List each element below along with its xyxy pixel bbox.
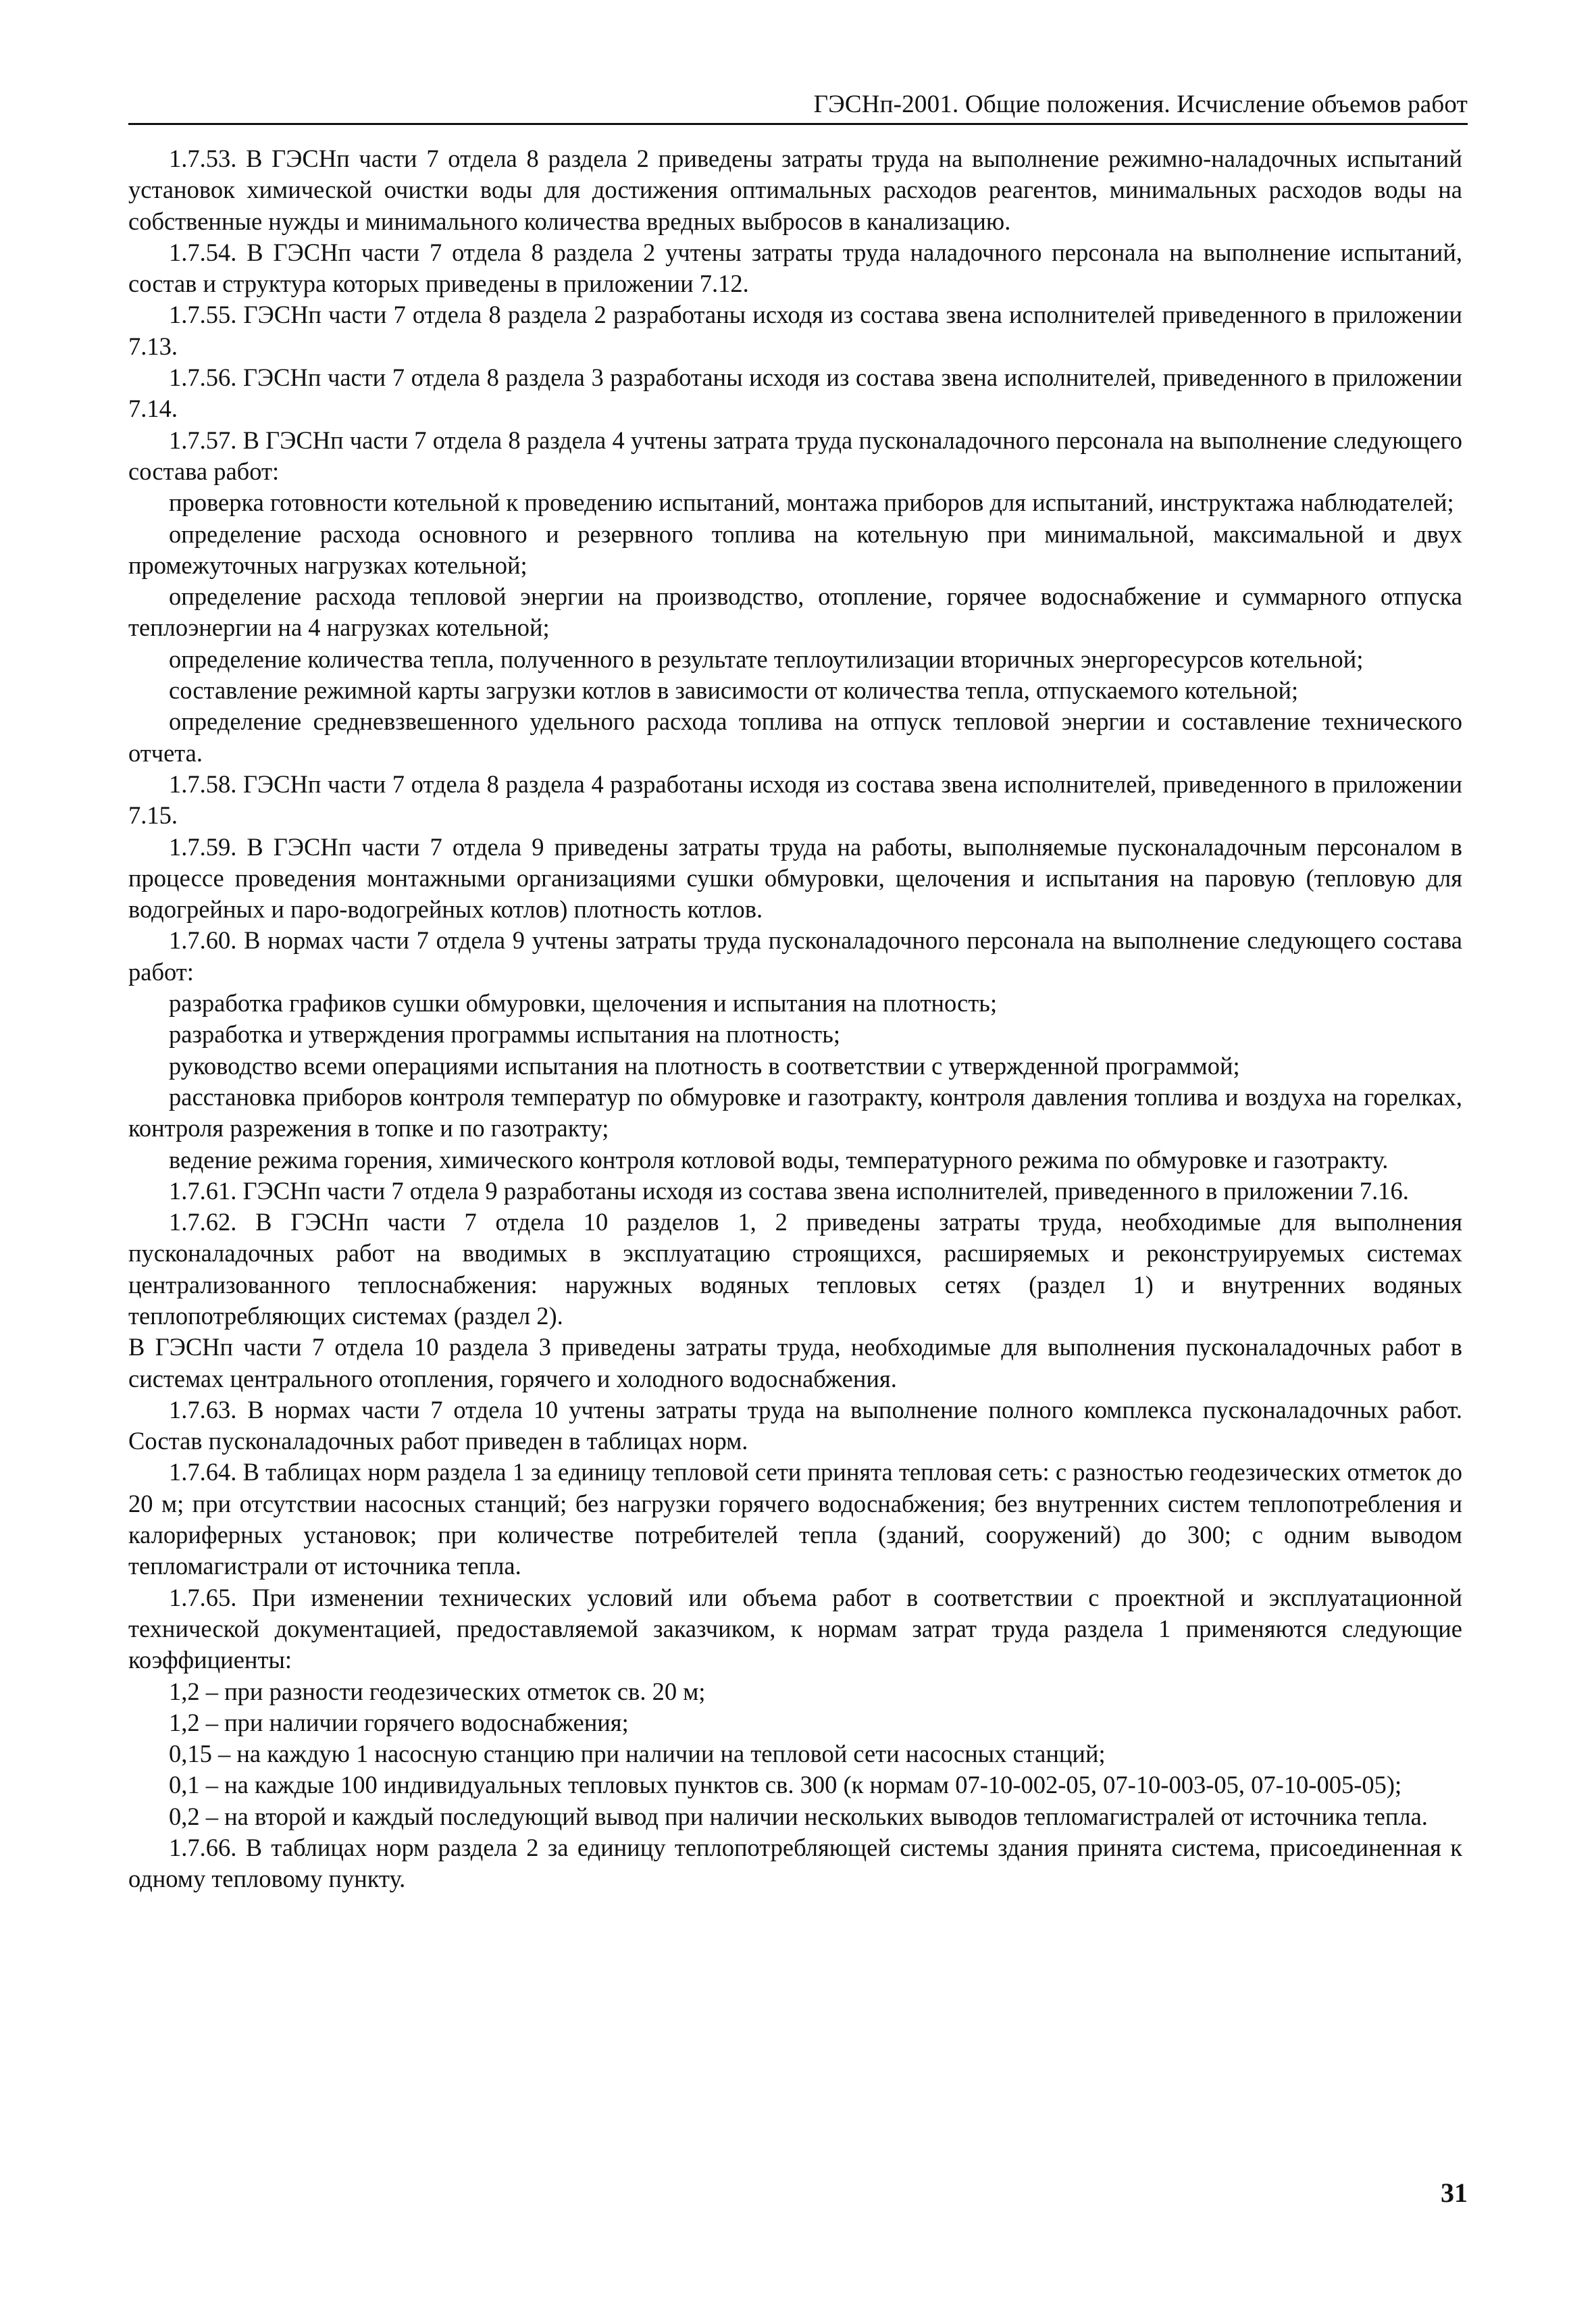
paragraph-1-7-56: 1.7.56. ГЭСНп части 7 отдела 8 раздела 3 разработаны исходя из состава звена исполнителей, приведенного в приложении 7.14.: [128, 363, 1462, 423]
list-item: определение расхода основного и резервного топлива на котельную при минимальной, максимальной и двух промежуточных нагрузках котельной;: [128, 520, 1462, 579]
paragraph-1-7-60: 1.7.60. В нормах части 7 отдела 9 учтены затраты труда пусконаладочного персонала на выполнение следующего состава работ:: [128, 926, 1462, 986]
paragraph-1-7-61: 1.7.61. ГЭСНп части 7 отдела 9 разработаны исходя из состава звена исполнителей, приведенного в приложении 7.16.: [169, 1176, 1409, 1205]
list-item: определение средневзвешенного удельного расхода топлива на отпуск тепловой энергии и составление технического отчета.: [128, 707, 1462, 767]
list-item: 1,2 – при наличии горячего водоснабжения;: [169, 1708, 629, 1736]
paragraph-1-7-54: 1.7.54. В ГЭСНп части 7 отдела 8 раздела 2 учтены затраты труда наладочного персонала на выполнение испытаний, состав и структура которых приведены в приложении 7.12.: [128, 238, 1462, 298]
list-item: определение количества тепла, полученного в результате теплоутилизации вторичных энергоресурсов котельной;: [169, 645, 1364, 673]
document-body: [128, 143, 1462, 1895]
list-item: проверка готовности котельной к проведению испытаний, монтажа приборов для испытаний, инструктажа наблюдателей;: [169, 488, 1454, 517]
list-item: расстановка приборов контроля температур по обмуровке и газотракту, контроля давления топлива и воздуха на горелках, контроля разрежения в топке и по газотракту;: [128, 1082, 1462, 1142]
list-item: 1,2 – при разности геодезических отметок св. 20 м;: [169, 1677, 706, 1705]
list-item: разработка графиков сушки обмуровки, щелочения и испытания на плотность;: [169, 989, 998, 1017]
paragraph-1-7-58: 1.7.58. ГЭСНп части 7 отдела 8 раздела 4 разработаны исходя из состава звена исполнителей, приведенного в приложении 7.15.: [128, 770, 1462, 830]
list-item: 0,1 – на каждые 100 индивидуальных тепловых пунктов св. 300 (к нормам 07-10-002-05, 07-10-003-05, 07-10-005-05);: [169, 1771, 1402, 1799]
paragraph-1-7-66: 1.7.66. В таблицах норм раздела 2 за единицу теплопотребляющей системы здания принята система, присоединенная к одному тепловому пункту.: [128, 1834, 1462, 1893]
paragraph-1-7-57: 1.7.57. В ГЭСНп части 7 отдела 8 раздела 4 учтены затрата труда пусконаладочного персонала на выполнение следующего состава работ:: [128, 426, 1462, 485]
paragraph-1-7-53: 1.7.53. В ГЭСНп части 7 отдела 8 раздела 2 приведены затраты труда на выполнение режимно-наладочных испытаний установок химической очистки воды для достижения оптимальных расходов реагентов, минимальных расходов воды на собственные нужды и минимального количества вредных выбросов в канализацию.: [128, 145, 1462, 235]
list-item: 0,2 – на второй и каждый последующий вывод при наличии нескольких выводов тепломагистралей от источника тепла.: [169, 1802, 1428, 1830]
list-item: составление режимной карты загрузки котлов в зависимости от количества тепла, отпускаемого котельной;: [169, 676, 1299, 705]
list-item: определение расхода тепловой энергии на производство, отопление, горячее водоснабжение и суммарного отпуска теплоэнергии на 4 нагрузках котельной;: [128, 582, 1462, 642]
list-item: ведение режима горения, химического контроля котловой воды, температурного режима по обмуровке и газотракту.: [169, 1145, 1389, 1174]
list-item: разработка и утверждения программы испытания на плотность;: [169, 1020, 841, 1049]
page-header: [128, 81, 1468, 125]
list-item: 0,15 – на каждую 1 насосную станцию при наличии на тепловой сети насосных станций;: [169, 1740, 1106, 1768]
paragraph-1-7-59: 1.7.59. В ГЭСНп части 7 отдела 9 приведены затраты труда на работы, выполняемые пусконаладочным персоналом в процессе проведения монтажными организациями сушки обмуровки, щелочения и испытания на паровую (тепловую для водогрейных и паро-водогрейных котлов) плотность котлов.: [128, 832, 1462, 924]
header-title: ГЭСНп-2001. Общие положения. Исчисление объемов работ: [813, 91, 1468, 118]
paragraph-1-7-63: 1.7.63. В нормах части 7 отдела 10 учтены затраты труда на выполнение полного комплекса пусконаладочных работ. Состав пусконаладочных работ приведен в таблицах норм.: [128, 1395, 1462, 1455]
paragraph-1-7-64: 1.7.64. В таблицах норм раздела 1 за единицу тепловой сети принята тепловая сеть: с разностью геодезических отметок до 20 м; при отсутствии насосных станций; без нагрузки горячего водоснабжения; без внутренних систем теплопотребления и калориферных установок; при количестве потребителей тепла (зданий, сооружений) до 300; с одним выводом тепломагистрали от источника тепла.: [128, 1458, 1462, 1580]
page-number: 31: [1441, 2178, 1468, 2208]
list-item: руководство всеми операциями испытания на плотность в соответствии с утвержденной программой;: [169, 1051, 1240, 1080]
paragraph-1-7-65: 1.7.65. При изменении технических условий или объема работ в соответствии с проектной и эксплуатационной технической документацией, предоставляемой заказчиком, к нормам затрат труда раздела 1 применяются следующие коэффициенты:: [128, 1583, 1462, 1674]
paragraph-1-7-62: 1.7.62. В ГЭСНп части 7 отдела 10 разделов 1, 2 приведены затраты труда, необходимые для выполнения пусконаладочных работ на вводимых в эксплуатацию строящихся, расширяемых и реконструируемых системах централизованного теплоснабжения: наружных водяных тепловых сетях (раздел 1) и внутренних водяных теплопотребляющих системах (раздел 2).: [128, 1208, 1462, 1330]
paragraph-1-7-55: 1.7.55. ГЭСНп части 7 отдела 8 раздела 2 разработаны исходя из состава звена исполнителей приведенного в приложении 7.13.: [128, 301, 1462, 360]
paragraph-section-3-note: В ГЭСНп части 7 отдела 10 раздела 3 приведены затраты труда, необходимые для выполнения пусконаладочных работ в системах центрального отопления, горячего и холодного водоснабжения.: [128, 1333, 1462, 1392]
